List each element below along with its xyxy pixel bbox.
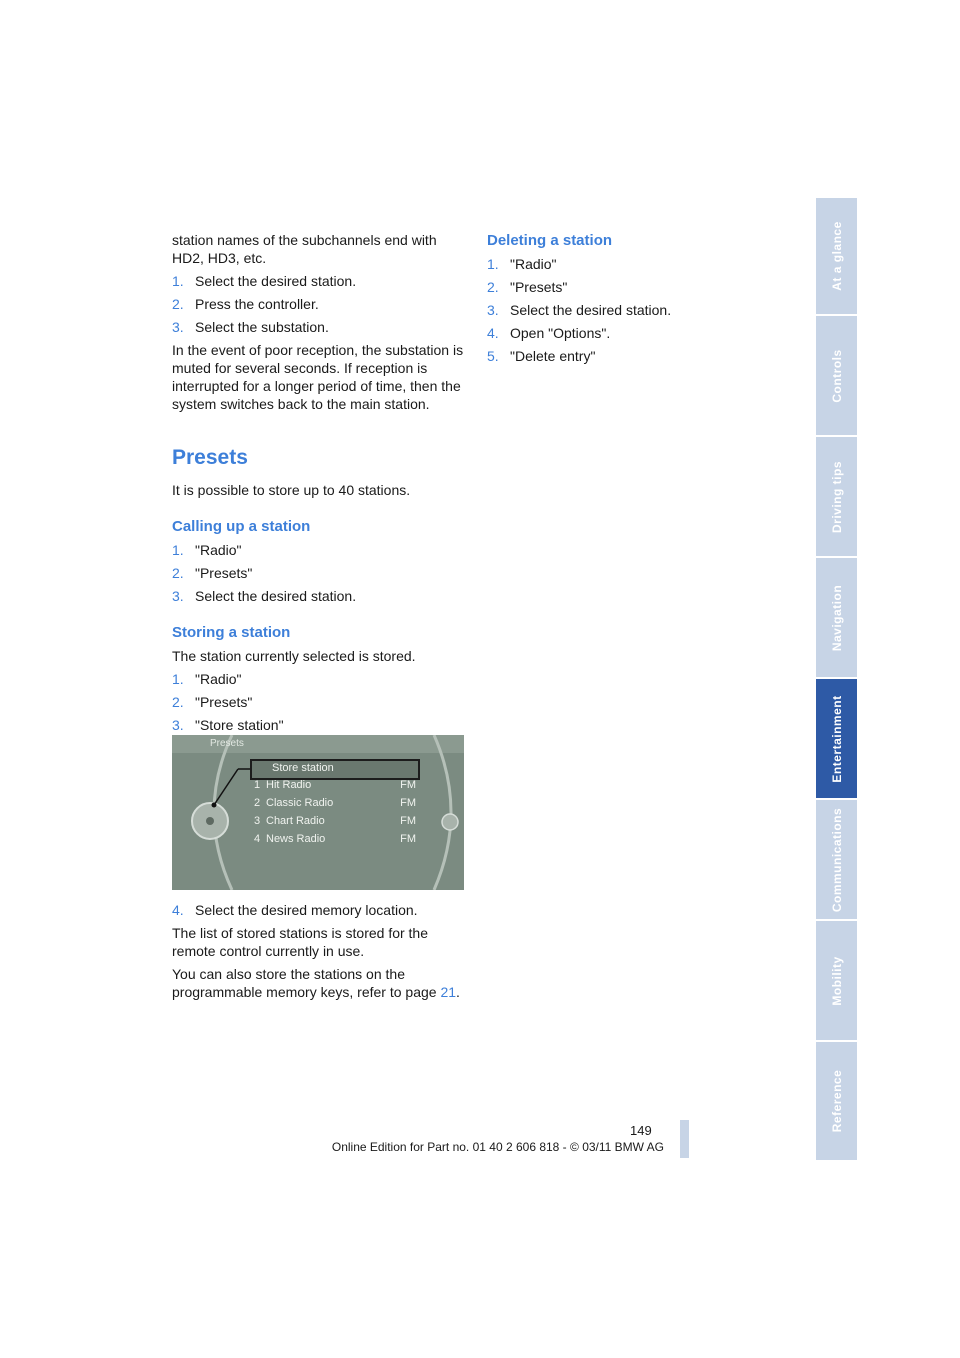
step-item: 4. Select the desired memory location. [172, 902, 418, 918]
step-item: 2. "Presets" [172, 565, 253, 581]
storing-heading: Storing a station [172, 624, 291, 641]
screen-title: Presets [210, 738, 244, 749]
presets-intro: It is possible to store up to 40 stations. [172, 482, 411, 498]
step-item: 1. "Radio" [172, 542, 242, 558]
preset-item[interactable]: 3 Chart Radio FM [254, 815, 416, 827]
step-item: 3. Select the desired station. [487, 302, 672, 318]
stored-note: The list of stored stations is stored for the remote control currently in use. [172, 925, 429, 959]
calling-heading: Calling up a station [172, 518, 311, 535]
step-item: 3. Select the desired station. [172, 588, 357, 604]
preset-item[interactable]: 4 News Radio FM [254, 833, 416, 845]
left-column [172, 231, 464, 739]
step-item: 2. "Presets" [172, 694, 253, 710]
right-column [487, 231, 779, 370]
page-link[interactable]: 21 [440, 984, 457, 1000]
tab-driving-tips[interactable]: Driving tips [816, 437, 857, 558]
tab-reference[interactable]: Reference [816, 1042, 857, 1162]
preset-item[interactable]: 2 Classic Radio FM [254, 797, 416, 809]
step-item: 1. Select the desired station. [172, 273, 357, 289]
step-item: 3. Select the substation. [172, 319, 329, 335]
deleting-heading: Deleting a station [487, 232, 613, 249]
step-item: 2. "Presets" [487, 279, 568, 295]
store-station-label: Store station [272, 762, 334, 774]
tab-communications[interactable]: Communications [816, 800, 857, 921]
intro-text: station names of the subchannels end with HD2, HD3, etc. [172, 232, 437, 266]
step-item: 5. "Delete entry" [487, 348, 596, 364]
memory-keys-note: You can also store the stations on the programmable memory keys, refer to page 21. [172, 966, 460, 1000]
presets-screen-image [172, 735, 464, 890]
step-item: 2. Press the controller. [172, 296, 319, 312]
tab-controls[interactable]: Controls [816, 316, 857, 437]
store-station-option[interactable] [250, 759, 420, 780]
preset-item[interactable]: 1 Hit Radio FM [254, 779, 416, 791]
page-number: 149 [630, 1123, 652, 1138]
step-item: 4. Open "Options". [487, 325, 611, 341]
tab-navigation[interactable]: Navigation [816, 558, 857, 679]
step-item: 3. "Store station" [172, 717, 284, 733]
tab-mobility[interactable]: Mobility [816, 921, 857, 1042]
left-column-bottom [172, 901, 464, 1006]
presets-heading: Presets [172, 446, 248, 469]
step-item: 1. "Radio" [487, 256, 557, 272]
step-item: 1. "Radio" [172, 671, 242, 687]
tab-entertainment[interactable]: Entertainment [816, 679, 857, 800]
steps-a [172, 272, 464, 336]
footer-bar [680, 1120, 689, 1158]
storing-intro: The station currently selected is stored. [172, 648, 416, 664]
tab-at-a-glance[interactable]: At a glance [816, 198, 857, 316]
footer-edition: Online Edition for Part no. 01 40 2 606 818 - © 03/11 BMW AG [331, 1140, 664, 1154]
poor-reception-text: In the event of poor reception, the substation is muted for several seconds. If reception is interrupted for a longer period of time, then the system switches back to the main station. [172, 342, 464, 412]
